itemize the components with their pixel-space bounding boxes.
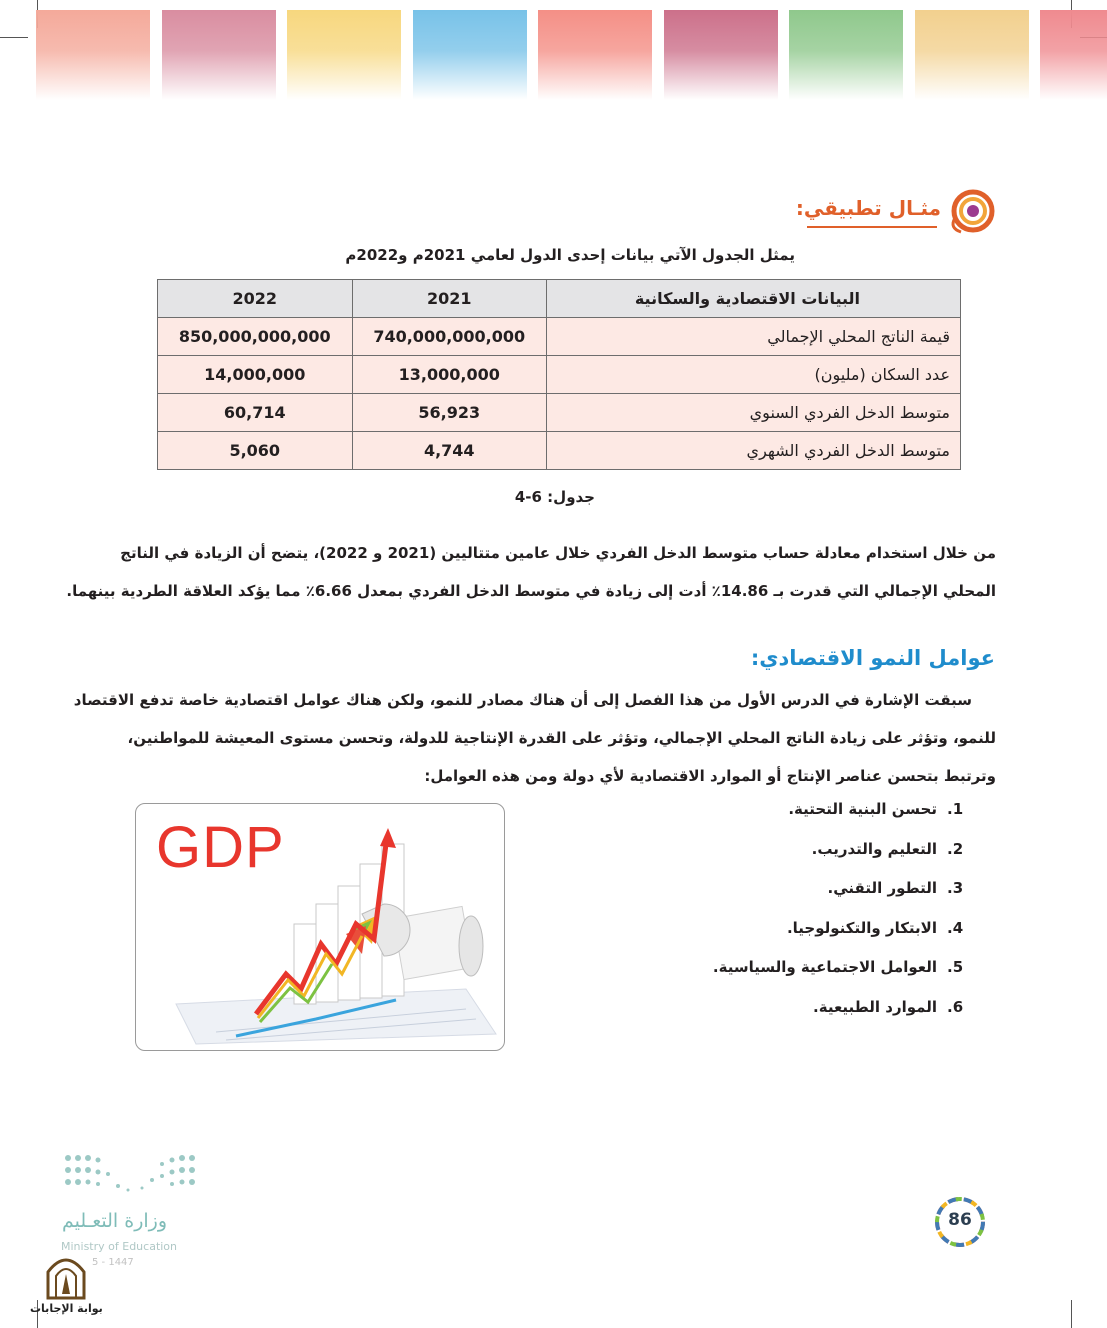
- cell-2021: 740,000,000,000: [352, 318, 547, 356]
- header-color-tab: [413, 10, 527, 100]
- list-text: التطور التقني.: [827, 879, 937, 897]
- header-color-tab: [162, 10, 276, 100]
- cell-2022: 60,714: [158, 394, 353, 432]
- page-number: 86: [948, 1210, 972, 1230]
- ministry-year: 5 - 1447: [92, 1257, 134, 1268]
- answers-portal-logo: [28, 1254, 108, 1320]
- table-row: [158, 394, 961, 432]
- paragraph-line: من خلال استخدام معادلة حساب متوسط الدخل الفردي خلال عامين متتاليين (2021 و 2022)، يتضح أن الزيادة في الناتج: [120, 544, 996, 562]
- cell-2022: 14,000,000: [158, 356, 353, 394]
- list-number: 1.: [947, 800, 964, 818]
- table-caption-bottom: جدول: 6-4: [514, 488, 595, 506]
- list-item: [611, 800, 971, 840]
- gdp-growth-graphic: [136, 804, 504, 1050]
- example-heading-block: [597, 188, 997, 234]
- cell-2021: 13,000,000: [352, 356, 547, 394]
- crop-mark: [1071, 1300, 1072, 1328]
- paragraph-growth-factors: [73, 681, 996, 795]
- list-text: تحسن البنية التحتية.: [788, 800, 937, 818]
- portal-label: بوابة الإجابات: [30, 1302, 103, 1315]
- gdp-label: GDP: [156, 815, 285, 880]
- header-color-tab: [915, 10, 1029, 100]
- cell-2022: 5,060: [158, 432, 353, 470]
- list-item: [611, 998, 971, 1038]
- example-heading: مثـال تطبيقي:: [795, 196, 941, 220]
- heading-underline: [807, 226, 937, 228]
- list-number: 4.: [947, 918, 964, 937]
- crop-mark: [0, 37, 28, 38]
- paragraph-line: المحلي الإجمالي التي قدرت بـ 14.86٪ أدت إلى زيادة في متوسط الدخل الفردي بمعدل 6.66٪ مما يؤكد العلاقة الطردية بينهما.: [66, 582, 996, 600]
- portal-arch-icon: [44, 1254, 88, 1300]
- header-color-tab: [538, 10, 652, 100]
- ministry-dots-icon: [62, 1150, 202, 1198]
- cell-label: عدد السكان (مليون): [547, 356, 961, 394]
- table-row: [158, 432, 961, 470]
- list-number: 2.: [947, 839, 964, 858]
- list-item: [611, 958, 971, 998]
- economic-data-table: [157, 279, 961, 470]
- growth-factors-heading: عوامل النمو الاقتصادي:: [750, 646, 995, 670]
- cell-2021: 4,744: [352, 432, 547, 470]
- ministry-name-arabic: وزارة التعـليم: [62, 1210, 168, 1232]
- header-2022: 2022: [158, 280, 353, 318]
- header-indicator: البيانات الاقتصادية والسكانية: [547, 280, 961, 318]
- paragraph-income-analysis: [66, 534, 996, 610]
- list-text: الموارد الطبيعية.: [813, 997, 937, 1016]
- header-color-tabs: [36, 10, 1102, 100]
- header-color-tab: [1040, 10, 1107, 100]
- header-color-tab: [664, 10, 778, 100]
- page-number-badge: [933, 1195, 987, 1249]
- paragraph-line: وترتبط بتحسن عناصر الإنتاج أو الموارد الاقتصادية لأي دولة ومن هذه العوامل:: [424, 767, 996, 785]
- list-number: 6.: [947, 997, 964, 1016]
- swirl-icon: [947, 188, 997, 234]
- ministry-logo: [58, 1150, 228, 1270]
- cell-label: متوسط الدخل الفردي الشهري: [547, 432, 961, 470]
- list-number: 5.: [947, 958, 964, 976]
- header-color-tab: [789, 10, 903, 100]
- table-row: [158, 356, 961, 394]
- table-caption-top: يمثل الجدول الآتي بيانات إحدى الدول لعامي 2021م و2022م: [345, 246, 795, 264]
- cell-label: متوسط الدخل الفردي السنوي: [547, 394, 961, 432]
- table-row: [158, 318, 961, 356]
- list-text: الابتكار والتكنولوجيا.: [786, 918, 937, 937]
- list-text: العوامل الاجتماعية والسياسية.: [712, 958, 937, 976]
- table-header-row: [158, 280, 961, 318]
- paragraph-line: سبقت الإشارة في الدرس الأول من هذا الفصل إلى أن هناك مصادر للنمو، ولكن هناك عوامل اقتصادية خاصة تدفع الاقتصاد: [73, 691, 972, 709]
- list-text: التعليم والتدريب.: [811, 839, 937, 858]
- list-number: 3.: [947, 879, 964, 897]
- header-color-tab: [36, 10, 150, 100]
- cell-label: قيمة الناتج المحلي الإجمالي: [547, 318, 961, 356]
- header-2021: 2021: [352, 280, 547, 318]
- ministry-name-english: Ministry of Education: [61, 1240, 178, 1253]
- cell-2022: 850,000,000,000: [158, 318, 353, 356]
- cell-2021: 56,923: [352, 394, 547, 432]
- gdp-illustration: [135, 803, 505, 1051]
- list-item: [611, 879, 971, 919]
- list-item: [611, 919, 971, 959]
- list-item: [611, 840, 971, 880]
- header-color-tab: [287, 10, 401, 100]
- paragraph-line: للنمو، وتؤثر على زيادة الناتج المحلي الإجمالي، وتؤثر على القدرة الإنتاجية للدولة، وتحسن مستوى المعيشة للمواطنين،: [127, 729, 996, 747]
- factors-list: [611, 800, 971, 1037]
